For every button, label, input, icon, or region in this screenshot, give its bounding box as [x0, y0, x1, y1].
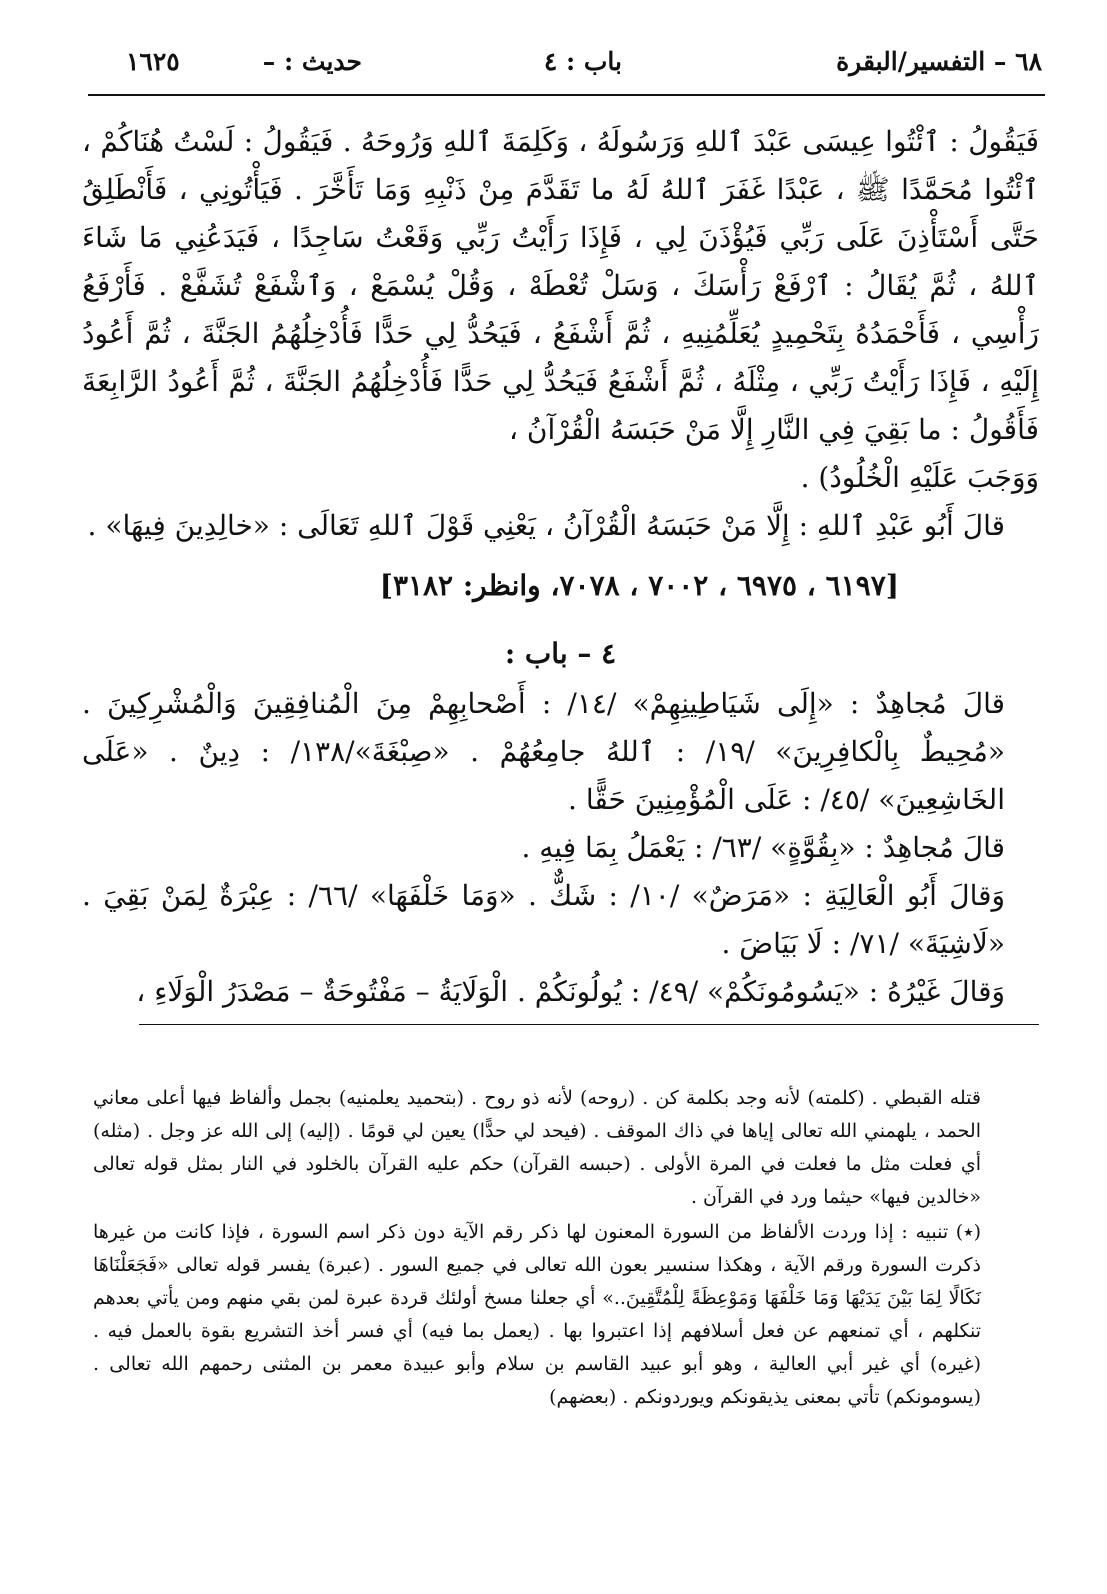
main-text [82, 118, 1039, 1025]
hadith-paragraph [82, 118, 1039, 502]
footnote-1: قتله القبطي . (كلمته) لأنه وجد بكلمة كن . (روحه) لأنه ذو روح . (بتحميد يعلمنيه) بجمل وألفاظ فيها أعلى معاني الحمد ، يلهمني الله تعالى إياها في ذاك الموقف . (فيحد لي حدًّا) يعين لي قومًا . (إليه) إلى الله عز وجل . (مثله) أي فعلت مثل ما فعلت في المرة الأولى . (حبسه القرآن) حكم عليه القرآن بالخلود في النار بمثل قوله تعالى «خالدين فيها» حيثما ورد في القرآن . [93, 1087, 981, 1208]
footnotes [93, 1082, 981, 1414]
ghayruhu-paragraph: وَقالَ غَيْرُهُ : «يَسُومُونَكُمْ» /٤٩/ : يُولُونَكُمْ . الْوَلَايَةُ – مَفْتُوحَةٌ – مَصْدَرُ الْوَلَاءِ ، [136, 975, 1005, 1008]
running-header-chapter: ٦٨ – التفسير/البقرة [836, 47, 1042, 76]
running-header-bab: باب : ٤ [543, 47, 622, 76]
abu-abdullah-comment: قالَ أَبُو عَبْدِ ٱللهِ : إِلَّا مَنْ حَبَسَهُ الْقُرْآنُ ، يَعْنِي قَوْلَ ٱللهِ تَعَالَى : «خالِدِينَ فِيهَا» . [87, 509, 1005, 542]
page-number: ١٦٢٥ [126, 47, 180, 76]
chapter-heading: ٤ – باب : [504, 637, 617, 670]
abul-aliya-paragraph: وَقالَ أَبُو الْعَالِيَةِ : «مَرَضٌ» /١٠/ : شَكٌّ . «وَمَا خَلْفَهَا» /٦٦/ : عِبْرَةٌ لِمَنْ بَقِيَ . «لَاشِيَةَ» /٧١/ : لَا بَيَاضَ . [82, 879, 1006, 960]
header-rule [88, 94, 1045, 96]
mujahid-paragraph-1: قالَ مُجاهِدٌ : «إِلَى شَيَاطِينِهِمْ» /١٤/ : أَصْحابِهِمْ مِنَ الْمُنافِقِينَ وَالْمُشْرِكِينَ . «مُحِيطٌ بِالْكافِرِينَ» /١٩/ : ٱللهُ جامِعُهُمْ . «صِبْغَةَ»/١٣٨/ : دِينٌ . «عَلَى الخَاشِعِينَ» /٤٥/ : عَلَى الْمُؤْمِنِينَ حَقًّا . [82, 687, 1006, 816]
hadith-end: وَوَجَبَ عَلَيْهِ الْخُلُودُ) . [800, 461, 1039, 494]
hadith-text: فَيَقُولُ : ٱئْتُوا عِيسَى عَبْدَ ٱللهِ وَرَسُولَهُ ، وَكَلِمَةَ ٱللهِ وَرُوحَهُ . فَيَقُولُ : لَسْتُ هُنَاكُمْ ، ٱئْتُوا مُحَمَّدًا ﷺ ، عَبْدًا غَفَرَ ٱللهُ لَهُ ما تَقَدَّمَ مِنْ ذَنْبِهِ وَمَا تَأَخَّرَ . فَيَأْتُونِي ، فَأَنْطَلِقُ حَتَّى أَسْتَأْذِنَ عَلَى رَبِّي فَيُؤْذَنَ لِي ، فَإِذَا رَأَيْتُ رَبِّي وَقَعْتُ سَاجِدًا ، فَيَدَعُنِي مَا شَاءَ ٱللهُ ، ثُمَّ يُقَالُ : ٱرْفَعْ رَأْسَكَ ، وَسَلْ تُعْطَهْ ، وَقُلْ يُسْمَعْ ، وَٱشْفَعْ تُشَفَّعْ . فَأَرْفَعُ رَأْسِي ، فَأَحْمَدُهُ بِتَحْمِيدٍ يُعَلِّمُنِيهِ ، ثُمَّ أَشْفَعُ ، فَيَحُدُّ لِي حَدًّا فَأُدْخِلُهُمُ الجَنَّةَ ، ثُمَّ أَعُودُ إِلَيْهِ ، فَإِذَا رَأَيْتُ رَبِّي ، مِثْلَهُ ، ثُمَّ أَشْفَعُ فَيَحُدُّ لِي حَدًّا فَأُدْخِلُهُمُ الجَنَّةَ ، ثُمَّ أَعُودُ الرَّابِعَةَ فَأَقُولُ : ما بَقِيَ فِي النَّارِ إِلَّا مَنْ حَبَسَهُ الْقُرْآنُ ، [82, 125, 1040, 446]
footnote-separator [139, 1024, 1039, 1025]
footnote-2: (٭) تنبيه : إذا وردت الألفاظ من السورة المعنون لها ذكر رقم الآية دون ذكر اسم السورة ، فإذا كانت من غيرها ذكرت السورة ورقم الآية ، وهكذا سنسير بعون الله تعالى في جميع السور . (عبرة) يفسر قوله تعالى «فَجَعَلْنَاهَا نَكَالًا لِمَا بَيْنَ يَدَيْهَا وَمَا خَلْفَهَا وَمَوْعِظَةً لِلْمُتَّقِينَ..» أي جعلنا مسخ أولئك قردة عبرة لمن بقي منهم ومن يأتي بعدهم تنكلهم ، أي تمنعهم عن فعل أسلافهم إذا اعتبروا بها . (يعمل بما فيه) أي فسر أخذ التشريع بقوة بالعمل فيه . (غيره) أي غير أبي العالية ، وهو أبو عبيد القاسم بن سلام وأبو عبيدة معمر بن المثنى رحمهم الله تعالى . (يسومونكم) تأتي بمعنى يذيقونكم ويوردونكم . (بعضهم) [93, 1221, 981, 1408]
cross-references: [٦١٩٧ ، ٦٩٧٥ ، ٧٠٠٢ ، ٧٠٧٨، وانظر: ٣١٨٢] [379, 569, 899, 602]
running-header-hadith: حديث : – [262, 47, 362, 76]
mujahid-paragraph-2: قالَ مُجاهِدٌ : «بِقُوَّةٍ» /٦٣/ : يَعْمَلُ بِمَا فِيهِ . [521, 831, 1005, 864]
